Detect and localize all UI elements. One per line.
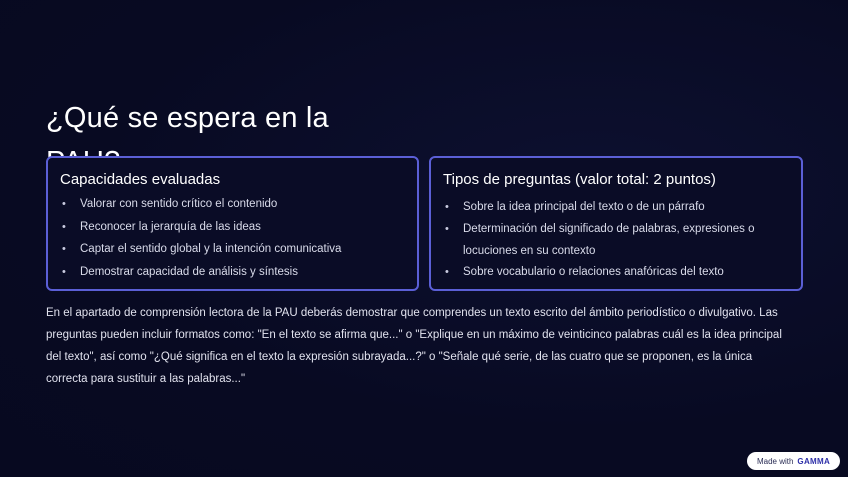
list-item-text: Captar el sentido global y la intención comunicativa bbox=[80, 243, 342, 255]
list-item bbox=[60, 264, 405, 281]
description-paragraph: En el apartado de comprensión lectora de la PAU deberás demostrar que comprendes un texto escrito del ámbito periodístico o divulgativo. Las preguntas pueden incluir formatos como: "En el texto se afirma que..." o "Explique en un máximo de veinticinco palabras cuál es la idea principal del texto", así como "¿Qué significa en el texto la expresión subrayada...?" o "Señale qué serie, de las cuatro que se proponen, es la única correcta para sustituir a las palabras..." bbox=[46, 307, 782, 385]
bullet-icon: • bbox=[445, 223, 449, 235]
bullet-icon: • bbox=[445, 201, 449, 213]
list-item bbox=[60, 219, 405, 236]
bullet-icon: • bbox=[62, 265, 66, 278]
list-item-text: Reconocer la jerarquía de las ideas bbox=[80, 220, 261, 233]
bullet-icon: • bbox=[445, 266, 449, 278]
list-item-text: Demostrar capacidad de análisis y síntesis bbox=[80, 265, 298, 278]
bullet-icon: • bbox=[62, 220, 66, 233]
card-heading: Tipos de preguntas (valor total: 2 puntos) bbox=[443, 171, 716, 188]
question-types-list bbox=[443, 196, 789, 281]
bullet-icon: • bbox=[62, 243, 66, 255]
list-item bbox=[60, 196, 405, 213]
list-item bbox=[443, 218, 789, 262]
capabilities-card bbox=[46, 156, 419, 291]
list-item bbox=[60, 241, 405, 258]
made-with-gamma-badge[interactable] bbox=[747, 452, 840, 470]
gamma-logo: GAMMA bbox=[797, 456, 831, 466]
list-item-text: Determinación del significado de palabras, expresiones o locuciones en su contexto bbox=[463, 223, 755, 257]
slide-title: ¿Qué se espera en la bbox=[46, 102, 329, 134]
list-item-text: Valorar con sentido crítico el contenido bbox=[80, 198, 278, 210]
capabilities-list bbox=[60, 196, 405, 281]
card-heading: Capacidades evaluadas bbox=[60, 171, 221, 188]
question-types-card bbox=[429, 156, 803, 291]
list-item-text: Sobre la idea principal del texto o de un párrafo bbox=[463, 201, 705, 213]
badge-prefix: Made with bbox=[756, 456, 794, 466]
bullet-icon: • bbox=[62, 198, 66, 210]
list-item bbox=[443, 196, 789, 218]
list-item-text: Sobre vocabulario o relaciones anafóricas del texto bbox=[463, 266, 724, 278]
list-item bbox=[443, 264, 789, 281]
